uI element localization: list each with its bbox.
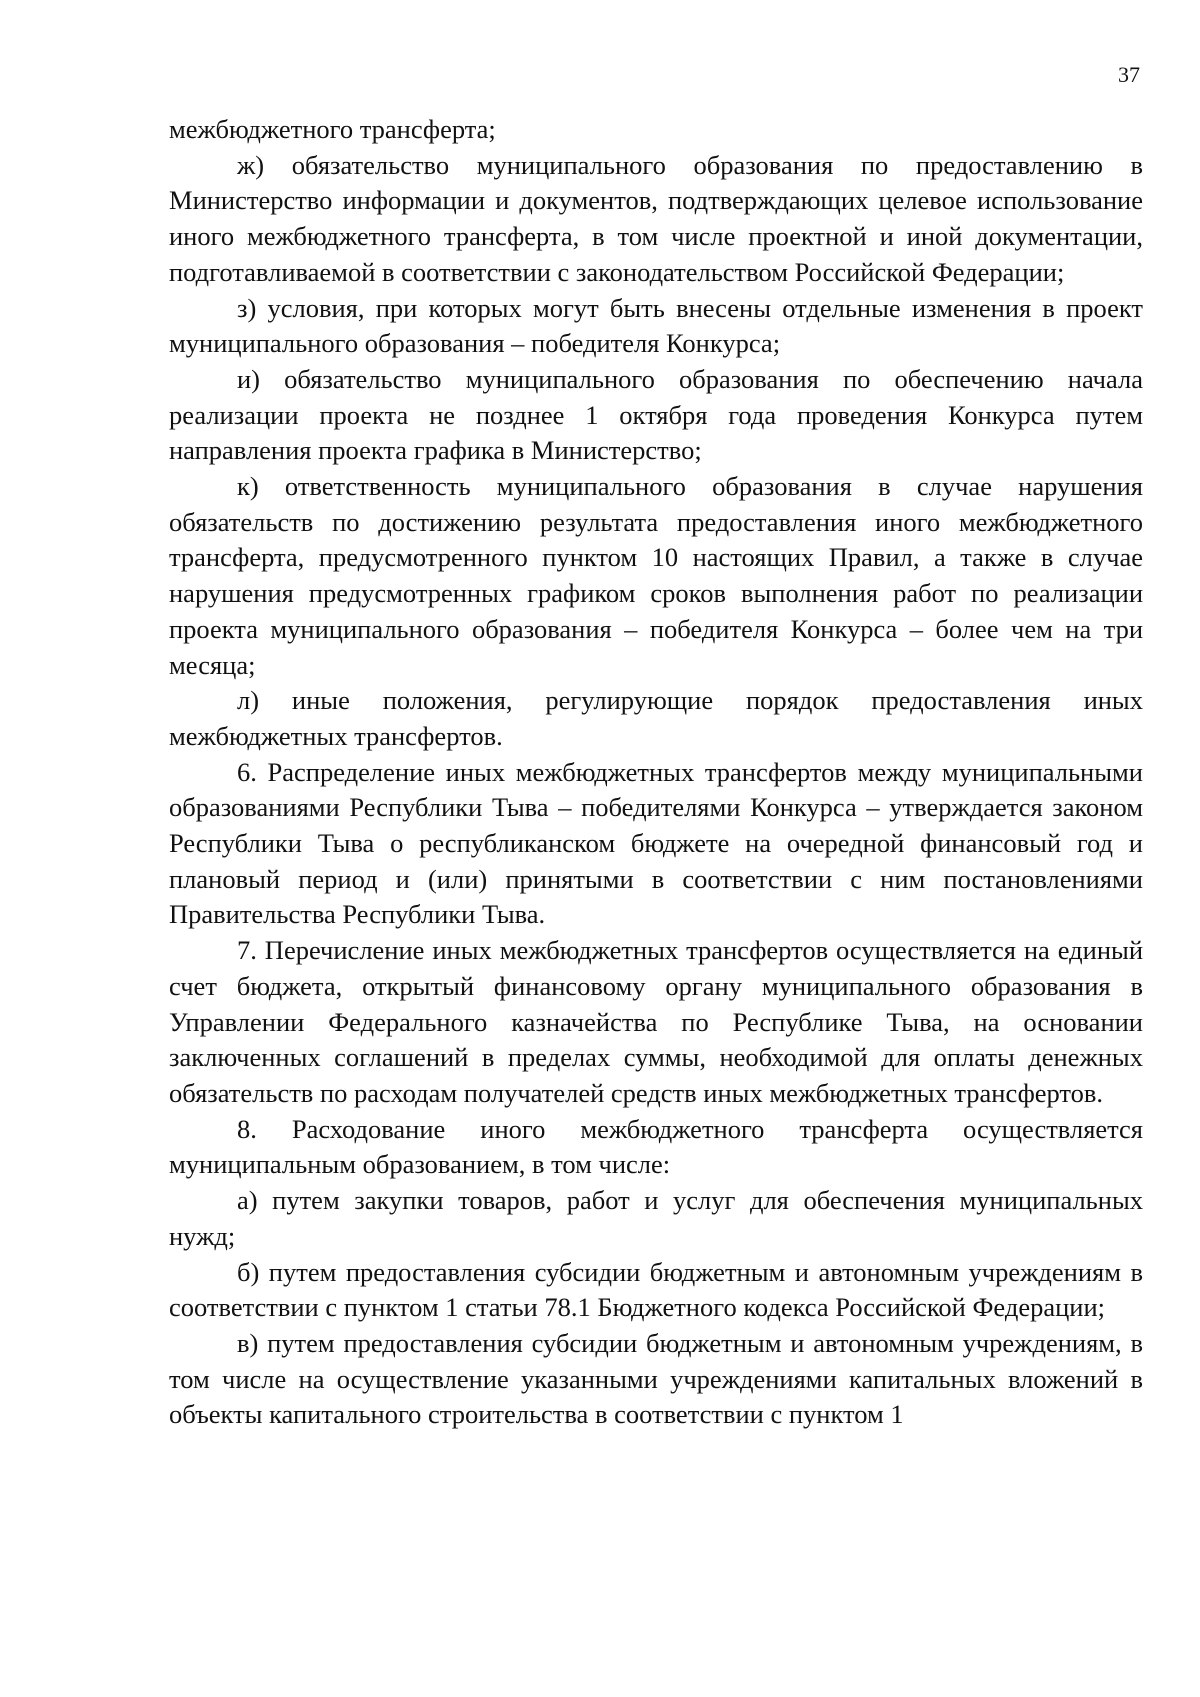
paragraph-7: 7. Перечисление иных межбюджетных трансфертов осуществляется на единый счет бюджета, открытый финансовому органу муниципального образования в Управлении Федерального казначейства по Республике Тыва, на основании заключенных соглашений в пределах суммы, необходимой для оплаты денежных обязательств по расходам получателей средств иных межбюджетных трансфертов.	[169, 935, 1143, 1108]
paragraph-8-item-v: в) путем предоставления субсидии бюджетным и автономным учреждениям, в том числе на осуществление указанными учреждениями капитальных вложений в объекты капитального строительства в соответствии с пунктом 1	[169, 1327, 1143, 1430]
paragraph-item-i: и) обязательство муниципального образования по обеспечению начала реализации проекта не позднее 1 октября года проведения Конкурса путем направления проекта графика в Министерство;	[169, 363, 1143, 466]
paragraph-item-z: з) условия, при которых могут быть внесены отдельные изменения в проект муниципального образования – победителя Конкурса;	[169, 292, 1143, 359]
paragraph-continuation: межбюджетного трансферта;	[169, 114, 496, 144]
page-number: 37	[1118, 62, 1140, 87]
paragraph-6: 6. Распределение иных межбюджетных трансфертов между муниципальными образованиями Республики Тыва – победителями Конкурса – утверждается законом Республики Тыва о республиканском бюджете на очередной финансовый год и плановый период и (или) принятыми в соответствии с ним постановлениями Правительства Республики Тыва.	[169, 756, 1143, 930]
paragraph-8-item-b: б) путем предоставления субсидии бюджетным и автономным учреждениям в соответствии с пунктом 1 статьи 78.1 Бюджетного кодекса Российской Федерации;	[169, 1256, 1143, 1323]
paragraph-item-zh: ж) обязательство муниципального образования по предоставлению в Министерство информации и документов, подтверждающих целевое использование иного межбюджетного трансферта, в том числе проектной и иной документации, подготавливаемой в соответствии с законодательством Российской Федерации;	[169, 149, 1143, 287]
paragraph-8: 8. Расходование иного межбюджетного трансферта осуществляется муниципальным образованием, в том числе:	[169, 1113, 1143, 1180]
paragraph-item-k: к) ответственность муниципального образования в случае нарушения обязательств по достижению результата предоставления иного межбюджетного трансферта, предусмотренного пунктом 10 настоящих Правил, а также в случае нарушения предусмотренных графиком сроков выполнения работ по реализации проекта муниципального образования – победителя Конкурса – более чем на три месяца;	[169, 471, 1143, 680]
paragraph-8-item-a: а) путем закупки товаров, работ и услуг для обеспечения муниципальных нужд;	[169, 1185, 1143, 1251]
document-body	[169, 112, 1143, 1433]
paragraph-item-l: л) иные положения, регулирующие порядок предоставления иных межбюджетных трансфертов.	[169, 685, 1143, 751]
